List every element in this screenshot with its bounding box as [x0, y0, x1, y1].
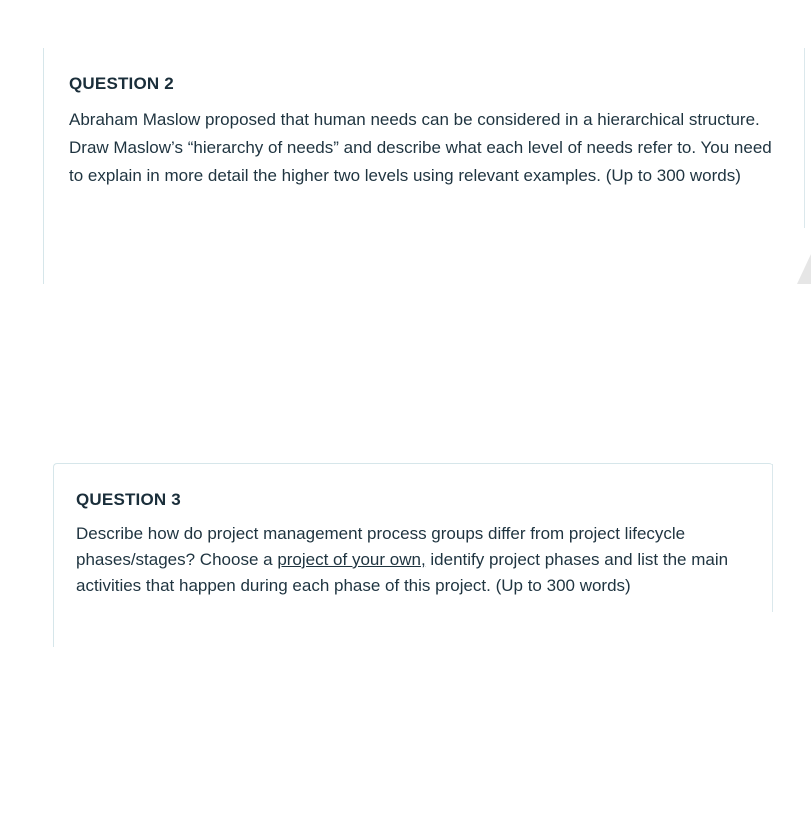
- question-2-card: [43, 48, 805, 284]
- card-right-border: [804, 48, 806, 228]
- question-3-title: QUESTION 3: [76, 490, 181, 509]
- question-3-text-part2: identify project phases and list the main activities that happen during each phase of this project. (Up to 300 words): [76, 550, 729, 595]
- question-2-title: QUESTION 2: [69, 74, 174, 93]
- question-3-text-part1: Describe how do project management process groups differ from project lifecycle phases/stages? Choose a: [76, 524, 686, 569]
- card-right-border: [772, 464, 774, 612]
- question-2-text: Abraham Maslow proposed that human needs can be considered in a hierarchical structure. Draw Maslow’s “hierarchy of needs” and describe what each level of needs refer to. You need to explain in more detail the higher two levels using relevant examples. (Up to 300 words): [69, 110, 772, 185]
- question-3-card: [53, 463, 773, 647]
- project-of-your-own-link[interactable]: project of your own,: [277, 550, 426, 569]
- page-corner-shadow: [797, 254, 811, 284]
- question-3-text: [76, 521, 766, 599]
